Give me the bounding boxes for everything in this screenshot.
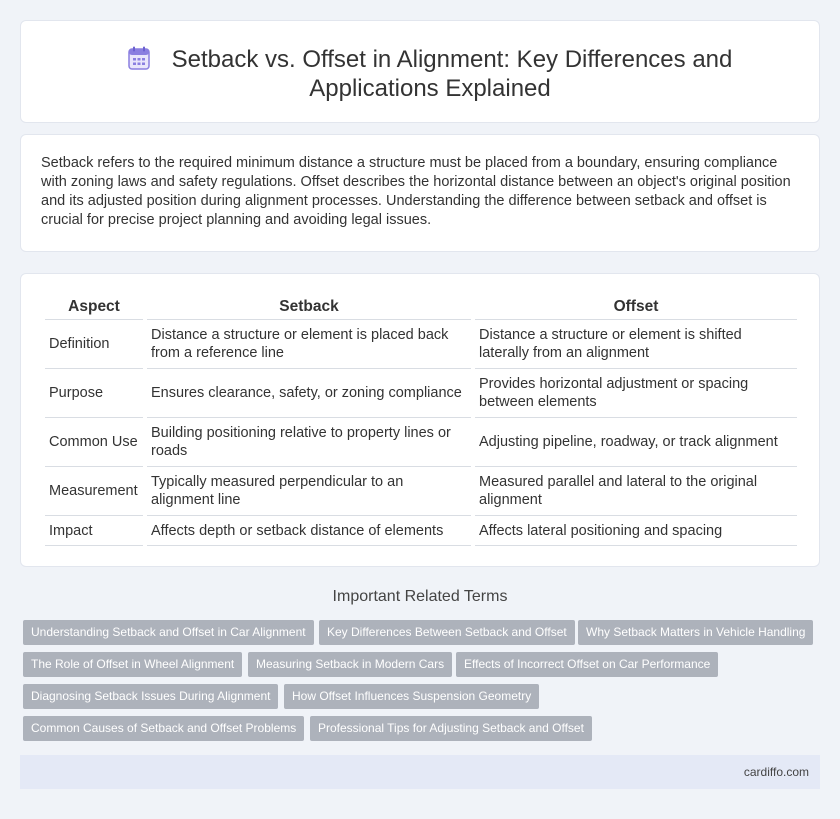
table-row: [45, 467, 797, 516]
related-tag-suspension-geometry[interactable]: How Offset Influences Suspension Geometry: [284, 684, 539, 709]
row-aspect: Purpose: [45, 369, 143, 418]
related-tag-car-alignment[interactable]: Understanding Setback and Offset in Car Alignment: [23, 620, 314, 645]
row-setback: Ensures clearance, safety, or zoning compliance: [147, 369, 471, 418]
related-tag-key-differences[interactable]: Key Differences Between Setback and Offset: [319, 620, 575, 645]
row-aspect: Measurement: [45, 467, 143, 516]
page-title-wrap: [61, 45, 799, 103]
table-row: [45, 418, 797, 467]
table-header-row: [45, 294, 797, 320]
row-offset: Measured parallel and lateral to the original alignment: [475, 467, 797, 516]
row-setback: Building positioning relative to property lines or roads: [147, 418, 471, 467]
related-tag-diagnosing-setback[interactable]: Diagnosing Setback Issues During Alignment: [23, 684, 278, 709]
row-offset: Distance a structure or element is shifted laterally from an alignment: [475, 320, 797, 369]
table-row: [45, 516, 797, 546]
related-tag-modern-cars[interactable]: Measuring Setback in Modern Cars: [248, 652, 452, 677]
intro-card: [20, 134, 820, 252]
row-setback: Affects depth or setback distance of elements: [147, 516, 471, 546]
row-setback: Distance a structure or element is placed back from a reference line: [147, 320, 471, 369]
related-tag-professional-tips[interactable]: Professional Tips for Adjusting Setback and Offset: [310, 716, 592, 741]
row-offset: Affects lateral positioning and spacing: [475, 516, 797, 546]
row-offset: Adjusting pipeline, roadway, or track alignment: [475, 418, 797, 467]
related-tag-car-performance[interactable]: Effects of Incorrect Offset on Car Performance: [456, 652, 718, 677]
title-card: [20, 20, 820, 123]
comparison-card: [20, 273, 820, 567]
footer: [20, 755, 820, 789]
related-tag-common-causes[interactable]: Common Causes of Setback and Offset Problems: [23, 716, 304, 741]
related-tag-wheel-alignment[interactable]: The Role of Offset in Wheel Alignment: [23, 652, 242, 677]
comparison-table: [41, 294, 801, 546]
related-terms-heading: Important Related Terms: [332, 588, 508, 605]
page-title: Setback vs. Offset in Alignment: Key Differences and Applications Explained: [171, 46, 733, 102]
calendar-icon: [128, 46, 150, 70]
intro-text: Setback refers to the required minimum distance a structure must be placed from a boundary, ensuring compliance with zoning laws and safety regulations. Offset describes the horizontal distance between an object's original position and its adjusted position during alignment processes. Understanding the difference between setback and offset is crucial for precise project planning and avoiding legal issues.: [41, 155, 791, 228]
row-aspect: Definition: [45, 320, 143, 369]
table-row: [45, 320, 797, 369]
header-setback: Setback: [147, 294, 471, 320]
footer-site-link[interactable]: cardiffo.com: [743, 765, 809, 779]
row-offset: Provides horizontal adjustment or spacing between elements: [475, 369, 797, 418]
row-setback: Typically measured perpendicular to an alignment line: [147, 467, 471, 516]
related-tag-vehicle-handling[interactable]: Why Setback Matters in Vehicle Handling: [578, 620, 813, 645]
header-aspect: Aspect: [45, 294, 143, 320]
table-row: [45, 369, 797, 418]
row-aspect: Impact: [45, 516, 143, 546]
row-aspect: Common Use: [45, 418, 143, 467]
header-offset: Offset: [475, 294, 797, 320]
